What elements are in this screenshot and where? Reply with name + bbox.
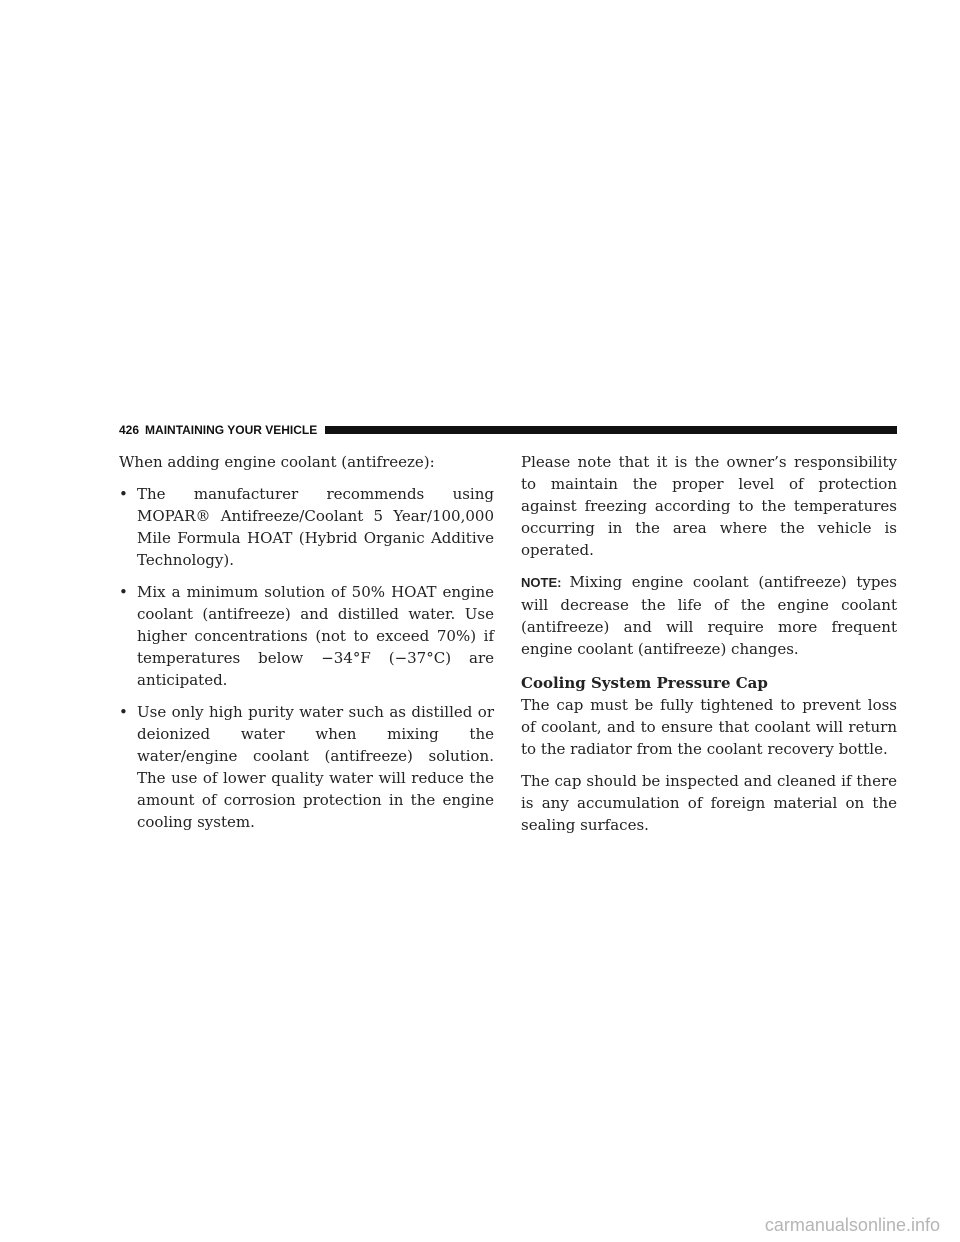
intro-text: When adding engine coolant (antifreeze): — [119, 453, 435, 471]
section-title: MAINTAINING YOUR VEHICLE — [145, 423, 318, 437]
list-item — [119, 701, 494, 833]
coolant-bullet-list — [119, 483, 494, 833]
note-paragraph — [521, 571, 897, 660]
list-item — [119, 483, 494, 571]
page-header — [119, 422, 897, 438]
pressure-cap-paragraph: The cap must be fully tightened to prevent loss of coolant, and to ensure that coolant will return to the radiator from the coolant recovery bottle. — [521, 696, 897, 758]
bullet-icon: • — [119, 583, 128, 601]
bullet-text: The manufacturer recommends using MOPAR® Antifreeze/Coolant 5 Year/100,000 Mile Formula HOAT (Hybrid Organic Additive Technology). — [137, 485, 494, 569]
note-text: Mixing engine coolant (antifreeze) types will decrease the life of the engine coolant (antifreeze) and will require more frequent engine coolant (antifreeze) changes. — [521, 573, 897, 658]
header-rule — [325, 426, 897, 434]
left-column — [119, 451, 494, 843]
bullet-text: Use only high purity water such as distilled or deionized water when mixing the water/engine coolant (antifreeze) solution. The use of lower quality water will reduce the amount of corrosion protection in the engine cooling system. — [137, 703, 494, 831]
right-column — [521, 451, 897, 846]
inspection-paragraph: The cap should be inspected and cleaned if there is any accumulation of foreign material on the sealing surfaces. — [521, 772, 897, 834]
list-item — [119, 581, 494, 691]
section-heading: Cooling System Pressure Cap — [521, 674, 768, 692]
note-label: NOTE: — [521, 575, 562, 590]
page-number: 426 — [119, 423, 140, 437]
bullet-icon: • — [119, 485, 128, 503]
owner-responsibility-paragraph: Please note that it is the owner’s responsibility to maintain the proper level of protection against freezing according to the temperatures occurring in the area where the vehicle is operated. — [521, 453, 897, 559]
watermark-text: carmanualsonline.info — [764, 1215, 940, 1235]
bullet-text: Mix a minimum solution of 50% HOAT engine coolant (antifreeze) and distilled water. Use higher concentrations (not to exceed 70%) if temperatures below −34°F (−37°C) are anticipated. — [137, 583, 494, 689]
bullet-icon: • — [119, 703, 128, 721]
